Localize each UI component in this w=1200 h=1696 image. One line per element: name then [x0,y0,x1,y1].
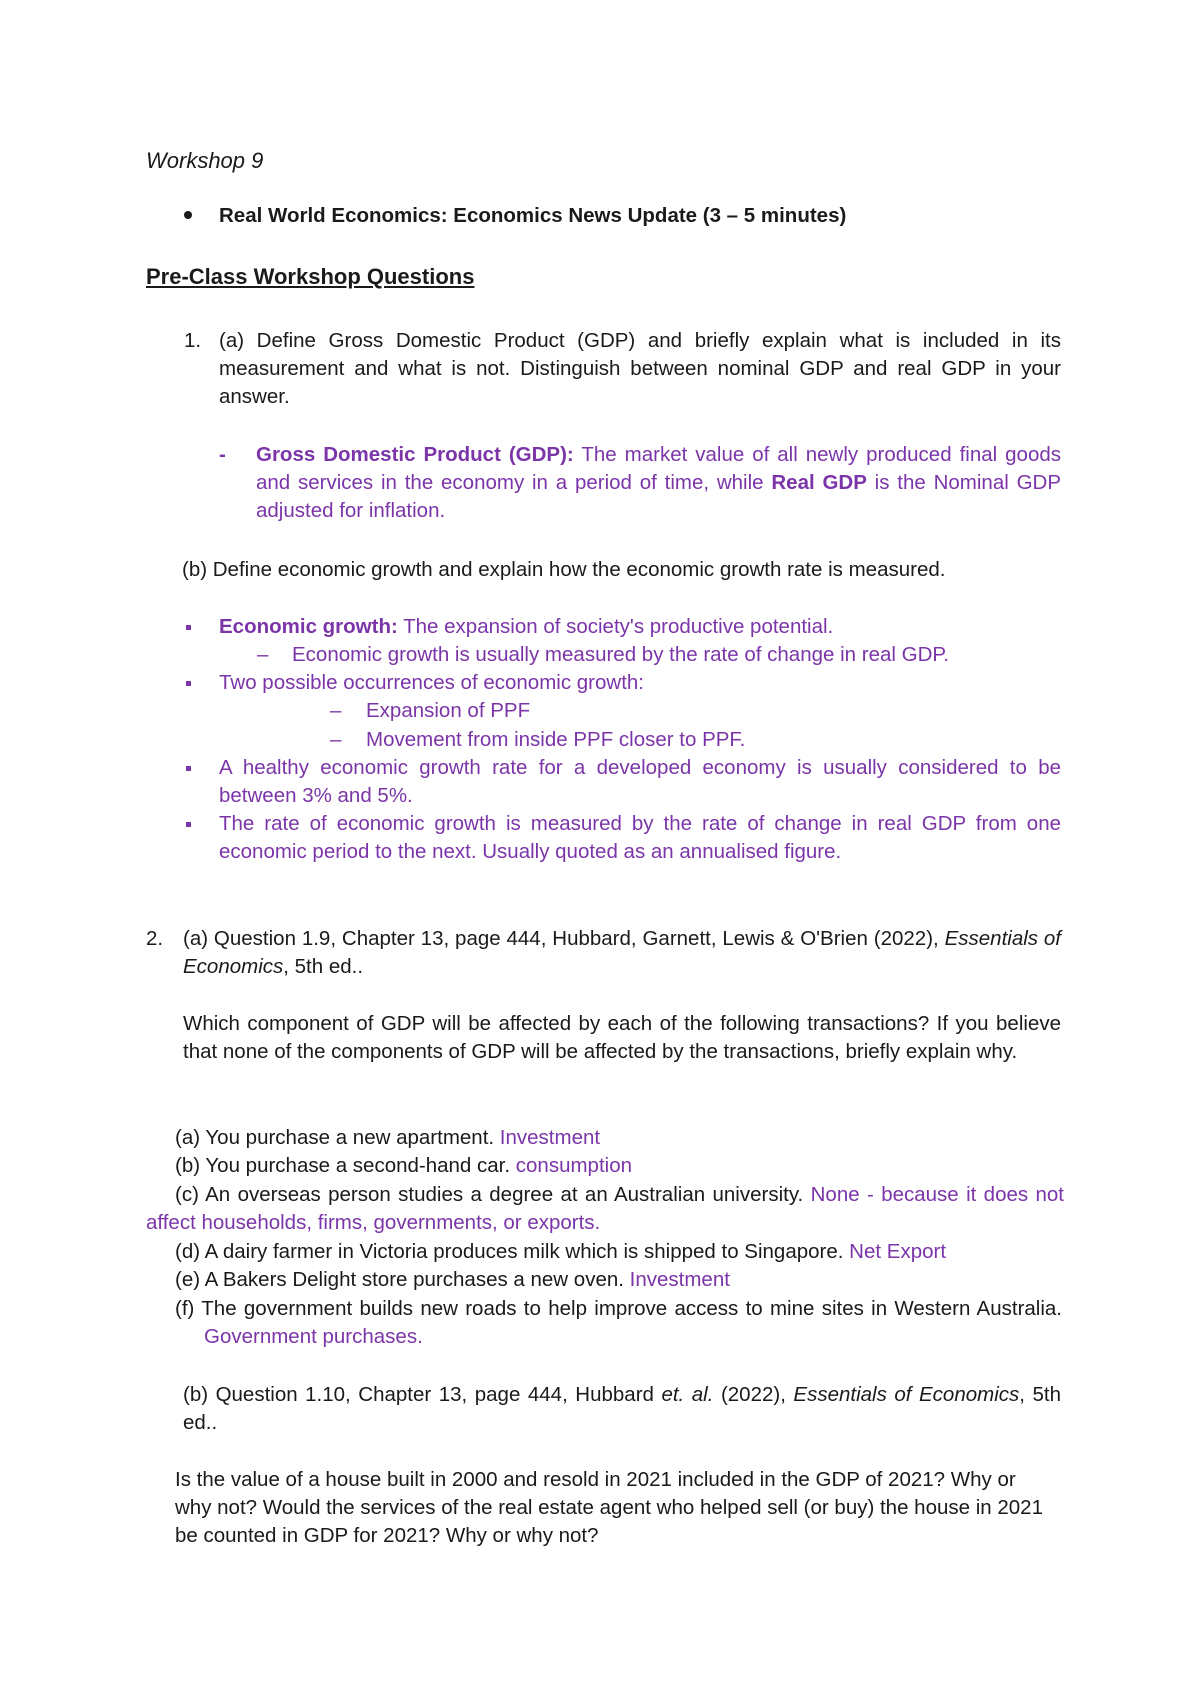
eg-measured: Economic growth is usually measured by the rate of change in real GDP. [292,643,950,666]
q2b-ref-mid: (2022), [713,1383,794,1406]
dash-icon: – [330,728,342,751]
item-e-answer: Investment [629,1268,730,1291]
q1b-text: (b) Define economic growth and explain how the economic growth rate is measured. [182,558,946,581]
section-heading: Pre-Class Workshop Questions [146,264,475,289]
item-e-text: (e) A Bakers Delight store purchases a new oven. [175,1268,630,1291]
q2b-edition: , 5th ed.. [183,1383,1061,1434]
gdp-def: The market value of all newly produced final goods and services in the economy in a period of time, while [256,443,1061,494]
item-b-answer: consumption [515,1154,632,1177]
item-b-text: (b) You purchase a second-hand car. [175,1154,516,1177]
item-a-answer: Investment [499,1126,601,1149]
edition: , 5th ed.. [283,955,364,978]
gdp-def-end: is the Nominal GDP adjusted for inflation. [256,471,1061,522]
q2-prompt: Which component of GDP will be affected by each of the following transactions? If you believe that none of the components of GDP will be affected by the transactions, briefly explain why. [183,1012,1061,1063]
item-b [175,1152,632,1180]
item-e [175,1266,730,1294]
item-f-answer: Government purchases. [204,1325,423,1348]
real-gdp-term: Real GDP [771,471,867,494]
square-bullet-icon [186,625,191,630]
item-c [146,1181,1064,1237]
dash-icon: - [219,443,226,466]
q2b-ref-start: (b) Question 1.10, Chapter 13, page 444, Hubbard [183,1383,662,1406]
eg-term: Economic growth: [219,615,398,638]
item-c-text: (c) An overseas person studies a degree at an Australian university. [175,1183,811,1206]
economic-growth-def [219,613,833,641]
square-bullet-icon [186,822,191,827]
item-a [175,1124,600,1152]
square-bullet-icon [186,681,191,686]
healthy-growth: A healthy economic growth rate for a developed economy is usually considered to be between 3% and 5%. [219,756,1061,807]
gdp-term: Gross Domestic Product (GDP): [256,443,574,466]
dash-icon: – [257,643,269,666]
gdp-definition [256,441,1061,525]
growth-measured: The rate of economic growth is measured by the rate of change in real GDP from one economic period to the next. Usually quoted as an annualised figure. [219,812,1061,863]
item-f [175,1295,1062,1351]
q1-number: 1. [184,329,202,352]
item-c-answer: None - because it does not affect households, firms, governments, or exports. [146,1183,1064,1234]
q2a-ref: (a) Question 1.9, Chapter 13, page 444, Hubbard, Garnett, Lewis & O'Brien (2022), [183,927,945,950]
occurrence-1: Expansion of PPF [366,699,531,722]
item-d-text: (d) A dairy farmer in Victoria produces milk which is shipped to Singapore. [175,1240,850,1263]
bullet-icon [184,211,192,219]
eg-def: The expansion of society's productive potential. [397,615,834,638]
occurrence-2: Movement from inside PPF closer to PPF. [366,728,746,751]
q1a-text: (a) Define Gross Domestic Product (GDP) and briefly explain what is included in its measurement and what is not. Distinguish between nominal GDP and real GDP in your answer. [219,329,1061,408]
document-title: Workshop 9 [146,148,264,173]
two-occurrences: Two possible occurrences of economic growth: [219,671,645,694]
q2b-reference [183,1381,1061,1437]
q2b-book-title: Essentials of Economics [793,1383,1020,1406]
q2-number: 2. [146,927,164,950]
item-d [175,1238,946,1266]
q2a-reference [183,925,1061,981]
square-bullet-icon [186,766,191,771]
item-a-text: (a) You purchase a new apartment. [175,1126,500,1149]
news-update-item: Real World Economics: Economics News Update (3 – 5 minutes) [219,204,847,227]
item-f-text: (f) The government builds new roads to help improve access to mine sites in Western Australia. [175,1297,1062,1320]
book-title: Essentials of Economics [183,927,1062,978]
house-question: Is the value of a house built in 2000 and resold in 2021 included in the GDP of 2021? Why or why not? Would the services of the real estate agent who helped sell (or buy) the house in 2021 be counted in GDP for 2021? Why or why not? [175,1468,1043,1547]
et-al: et. al. [661,1383,714,1406]
item-d-answer: Net Export [849,1240,947,1263]
dash-icon: – [330,699,342,722]
